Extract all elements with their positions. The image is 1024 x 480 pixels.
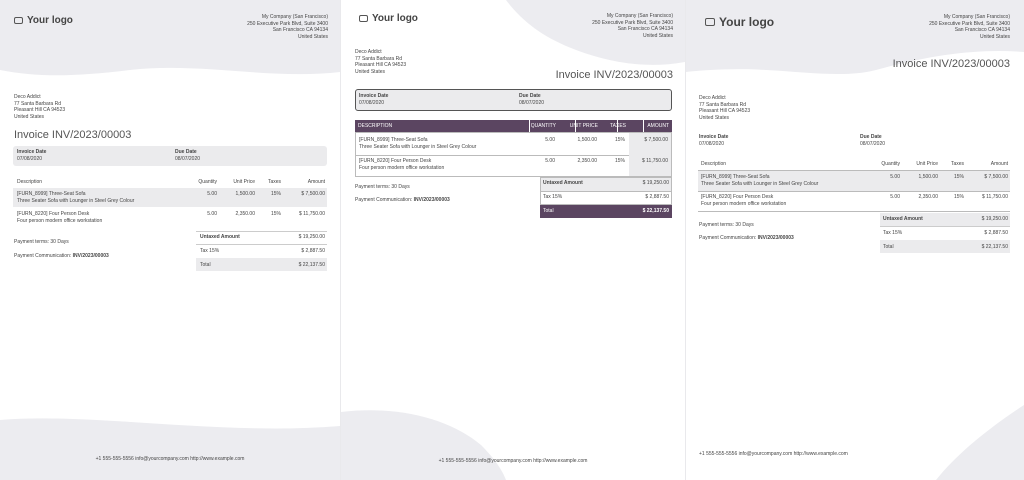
due-date: 08/07/2020 — [175, 156, 201, 162]
totals-box — [880, 213, 1010, 254]
dates-box — [13, 146, 327, 166]
due-date: 08/07/2020 — [519, 100, 545, 106]
total-label: Total — [543, 208, 554, 214]
col-taxes: TAXES — [609, 123, 626, 129]
line-price: 1,500.00 — [577, 137, 597, 143]
line-qty: 5.00 — [890, 194, 900, 200]
line-price: 2,350.00 — [235, 211, 255, 217]
line-amount: $ 7,500.00 — [984, 174, 1008, 180]
due-date-label: Due Date — [860, 134, 882, 140]
invoice-date: 07/08/2020 — [699, 141, 725, 147]
col-description: DESCRIPTION — [358, 123, 393, 129]
line-qty: 5.00 — [545, 137, 555, 143]
table-row — [698, 191, 1010, 212]
untaxed-amount: $ 19,250.00 — [981, 216, 1008, 222]
line-code: [FURN_8999] Three-Seat Sofa — [359, 137, 428, 143]
table-row — [698, 170, 1010, 192]
company-street: 250 Executive Park Blvd, Suite 3400 — [247, 20, 328, 27]
company-city: San Francisco CA 94134 — [954, 27, 1010, 34]
col-description: Description — [701, 161, 727, 167]
company-street: 250 Executive Park Blvd, Suite 3400 — [929, 20, 1010, 27]
company-address — [247, 14, 328, 40]
untaxed-amount: $ 19,250.00 — [298, 234, 325, 240]
line-code: [FURN_8999] Three-Seat Sofa — [17, 191, 86, 197]
col-amount: Amount — [307, 179, 325, 185]
invoice-date: 07/08/2020 — [359, 100, 385, 106]
tax-label: Tax 15% — [200, 248, 220, 254]
col-amount: AMOUNT — [647, 123, 669, 129]
total-amount: $ 22,137.50 — [981, 244, 1008, 250]
tax-label: Tax 15% — [543, 194, 563, 200]
line-amount: $ 11,750.00 — [641, 158, 668, 164]
line-amount: $ 7,500.00 — [301, 191, 325, 197]
payment-terms: Payment terms: 30 Days — [699, 222, 754, 228]
col-description: Description — [17, 179, 43, 185]
company-address — [929, 14, 1010, 40]
col-amount: Amount — [990, 161, 1008, 167]
company-logo — [705, 15, 774, 29]
invoice-title: Invoice INV/2023/00003 — [14, 129, 132, 141]
company-city: San Francisco CA 94134 — [272, 27, 328, 34]
line-desc: Four person modern office workstation — [17, 218, 103, 224]
logo-icon — [14, 17, 23, 24]
dates-box — [698, 133, 1010, 149]
invoice-preview-wave[interactable] — [0, 0, 340, 480]
line-price: 1,500.00 — [235, 191, 255, 197]
line-price: 2,350.00 — [918, 194, 938, 200]
customer-street: 77 Santa Barbara Rd — [14, 100, 61, 107]
col-quantity: Quantity — [881, 161, 900, 167]
total-label: Total — [200, 262, 211, 268]
customer-address — [14, 94, 65, 120]
line-tax: 15% — [270, 211, 281, 217]
line-amount: $ 11,750.00 — [298, 211, 325, 217]
customer-address — [355, 49, 406, 75]
invoice-preview-bold[interactable] — [341, 0, 685, 480]
line-tax: 15% — [953, 174, 964, 180]
table-row — [355, 154, 672, 177]
col-quantity: Quantity — [198, 179, 217, 185]
line-desc: Three Seater Sofa with Lounger in Steel Grey Colour — [701, 181, 819, 187]
line-desc: Three Seater Sofa with Lounger in Steel Grey Colour — [359, 144, 477, 150]
line-desc: Four person modern office workstation — [359, 165, 445, 171]
line-qty: 5.00 — [890, 174, 900, 180]
totals-box — [196, 231, 327, 272]
customer-city: Pleasant Hill CA 94523 — [355, 62, 407, 69]
totals-box — [540, 177, 672, 218]
company-country: United States — [642, 32, 673, 39]
tax-amount: $ 2,887.50 — [645, 194, 669, 200]
customer-city: Pleasant Hill CA 94523 — [14, 107, 66, 114]
customer-country: United States — [355, 68, 386, 75]
invoice-date-label: Invoice Date — [359, 93, 389, 99]
payment-communication: Payment Communication: INV/2023/00003 — [699, 235, 794, 241]
line-code: [FURN_8220] Four Person Desk — [17, 211, 90, 217]
company-name: My Company (San Francisco) — [943, 14, 1010, 20]
col-unit-price: Unit Price — [916, 161, 938, 167]
table-header — [13, 176, 327, 188]
payment-communication: Payment Communication: INV/2023/00003 — [14, 253, 109, 259]
tax-label: Tax 15% — [883, 230, 903, 236]
logo-icon — [359, 15, 368, 22]
invoice-title: Invoice INV/2023/00003 — [892, 58, 1010, 70]
logo-text: Your logo — [372, 13, 418, 24]
customer-country: United States — [699, 114, 730, 121]
col-taxes: Taxes — [267, 179, 281, 185]
line-price: 2,350.00 — [577, 158, 597, 164]
line-code: [FURN_8999] Three-Seat Sofa — [701, 174, 770, 180]
payment-communication: Payment Communication: INV/2023/00003 — [355, 197, 450, 203]
company-city: San Francisco CA 94134 — [617, 26, 673, 33]
untaxed-amount: $ 19,250.00 — [642, 180, 669, 186]
invoice-date-label: Invoice Date — [17, 149, 47, 155]
customer-name: Deco Addict — [699, 95, 726, 101]
line-desc: Three Seater Sofa with Lounger in Steel Grey Colour — [17, 198, 135, 204]
company-street: 250 Executive Park Blvd, Suite 3400 — [592, 19, 673, 26]
customer-country: United States — [14, 113, 45, 120]
col-unit-price: UNIT PRICE — [569, 123, 598, 129]
line-qty: 5.00 — [207, 191, 217, 197]
untaxed-label: Untaxed Amount — [543, 180, 583, 186]
footer: +1 555-555-5556 info@yourcompany.com http://www.example.com — [95, 456, 245, 462]
company-name: My Company (San Francisco) — [606, 13, 673, 19]
company-logo — [14, 15, 73, 26]
untaxed-label: Untaxed Amount — [200, 234, 240, 240]
line-code: [FURN_8220] Four Person Desk — [359, 158, 432, 164]
company-country: United States — [979, 33, 1010, 40]
table-row — [13, 208, 327, 228]
line-code: [FURN_8220] Four Person Desk — [701, 194, 774, 200]
payment-terms: Payment terms: 30 Days — [355, 184, 410, 190]
customer-address — [699, 95, 750, 121]
invoice-date-label: Invoice Date — [699, 134, 729, 140]
untaxed-label: Untaxed Amount — [883, 216, 923, 222]
line-desc: Four person modern office workstation — [701, 201, 787, 207]
invoice-preview-boxed[interactable] — [686, 0, 1024, 480]
due-date-label: Due Date — [519, 93, 541, 99]
company-name: My Company (San Francisco) — [261, 14, 328, 20]
logo-text: Your logo — [719, 15, 775, 29]
due-date: 08/07/2020 — [860, 141, 886, 147]
table-header — [355, 120, 672, 132]
footer: +1 555-555-5556 info@yourcompany.com http://www.example.com — [699, 451, 848, 457]
line-qty: 5.00 — [545, 158, 555, 164]
line-tax: 15% — [614, 158, 625, 164]
line-tax: 15% — [953, 194, 964, 200]
line-amount: $ 7,500.00 — [644, 137, 668, 143]
payment-terms: Payment terms: 30 Days — [14, 239, 69, 245]
dates-box — [355, 89, 672, 111]
total-label: Total — [883, 244, 894, 250]
logo-text: Your logo — [27, 15, 73, 26]
line-tax: 15% — [270, 191, 281, 197]
table-header — [698, 158, 1010, 170]
customer-name: Deco Addict — [355, 49, 382, 55]
total-amount: $ 22,137.50 — [642, 208, 669, 214]
col-unit-price: Unit Price — [233, 179, 255, 185]
line-qty: 5.00 — [207, 211, 217, 217]
col-taxes: Taxes — [950, 161, 964, 167]
line-amount: $ 11,750.00 — [981, 194, 1008, 200]
customer-street: 77 Santa Barbara Rd — [699, 101, 746, 108]
due-date-label: Due Date — [175, 149, 197, 155]
company-country: United States — [297, 33, 328, 40]
line-price: 1,500.00 — [918, 174, 938, 180]
table-row — [13, 188, 327, 207]
line-tax: 15% — [614, 137, 625, 143]
invoice-title: Invoice INV/2023/00003 — [555, 69, 673, 81]
company-address — [592, 13, 673, 39]
table-row — [355, 132, 672, 156]
invoice-date: 07/08/2020 — [17, 156, 43, 162]
logo-icon — [705, 18, 715, 26]
tax-amount: $ 2,887.50 — [984, 230, 1008, 236]
tax-amount: $ 2,887.50 — [301, 248, 325, 254]
customer-city: Pleasant Hill CA 94523 — [699, 108, 751, 115]
company-logo — [359, 13, 418, 24]
col-quantity: QUANTITY — [530, 123, 556, 129]
customer-name: Deco Addict — [14, 94, 41, 100]
footer: +1 555-555-5556 info@yourcompany.com http://www.example.com — [438, 458, 588, 464]
total-amount: $ 22,137.50 — [298, 262, 325, 268]
customer-street: 77 Santa Barbara Rd — [355, 55, 402, 62]
